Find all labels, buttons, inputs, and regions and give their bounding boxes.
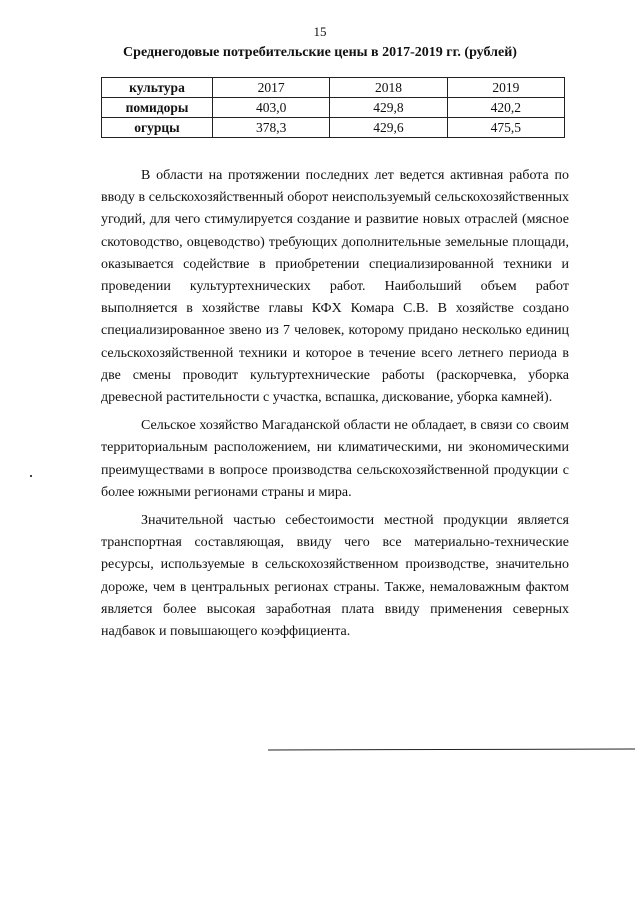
footnote-separator-line <box>268 749 635 751</box>
table-cell: 403,0 <box>213 98 330 118</box>
paragraph: Значительной частью себестоимости местной продукции является транспортная составляющая, ввиду чего все материально-технические ресурсы, используемые в сельскохозяйственном производстве, значительно дороже, чем в центральных регионах страны. Также, немаловажным фактом является более высокая заработная плата ввиду применения северных надбавок и повышающего коэффициента. <box>101 513 569 640</box>
paragraph: В области на протяжении последних лет ведется активная работа по вводу в сельскохозяйственный оборот неиспользуемый сельскохозяйственных угодий, для чего стимулируется создание и развитие новых отраслей (мясное скотоводство, овцеводство) требующих дополнительные земельные площади, оказывается содействие в приобретении специализированной техники и проведении культуртехнических работ. Наибольший объем работ выполняется в хозяйстве главы КФХ Комара С.В. В хозяйстве создано специализированное звено из 7 человек, которому придано несколько единиц сельскохозяйственной техники и которое в течение всего летнего периода в две смены проводит культуртехнические работы (раскорчевка, уборка древесной растительности с участка, вспашка, дискование, уборка камней). <box>101 168 569 406</box>
header-cell-2019: 2019 <box>447 78 564 98</box>
table-cell: 429,8 <box>330 98 447 118</box>
margin-mark <box>30 475 32 477</box>
prices-table <box>101 77 565 138</box>
table-row <box>102 118 565 138</box>
header-cell-2018: 2018 <box>330 78 447 98</box>
table-header-row <box>102 78 565 98</box>
table-cell: 378,3 <box>213 118 330 138</box>
table-cell: 429,6 <box>330 118 447 138</box>
row-label: помидоры <box>102 98 213 118</box>
row-label: огурцы <box>102 118 213 138</box>
header-cell-crop: культура <box>102 78 213 98</box>
table-cell: 475,5 <box>447 118 564 138</box>
body-text <box>101 165 569 649</box>
page-number: 15 <box>313 24 327 39</box>
paragraph: Сельское хозяйство Магаданской области не обладает, в связи со своим территориальным расположением, ни климатическими, ни экономическими преимуществами в вопросе производства сельскохозяйственной продукции с более южными регионами страны и мира. <box>101 418 569 500</box>
table-title: Среднегодовые потребительские цены в 2017-2019 гг. (рублей) <box>123 45 517 60</box>
header-cell-2017: 2017 <box>213 78 330 98</box>
table-cell: 420,2 <box>447 98 564 118</box>
table-row <box>102 98 565 118</box>
